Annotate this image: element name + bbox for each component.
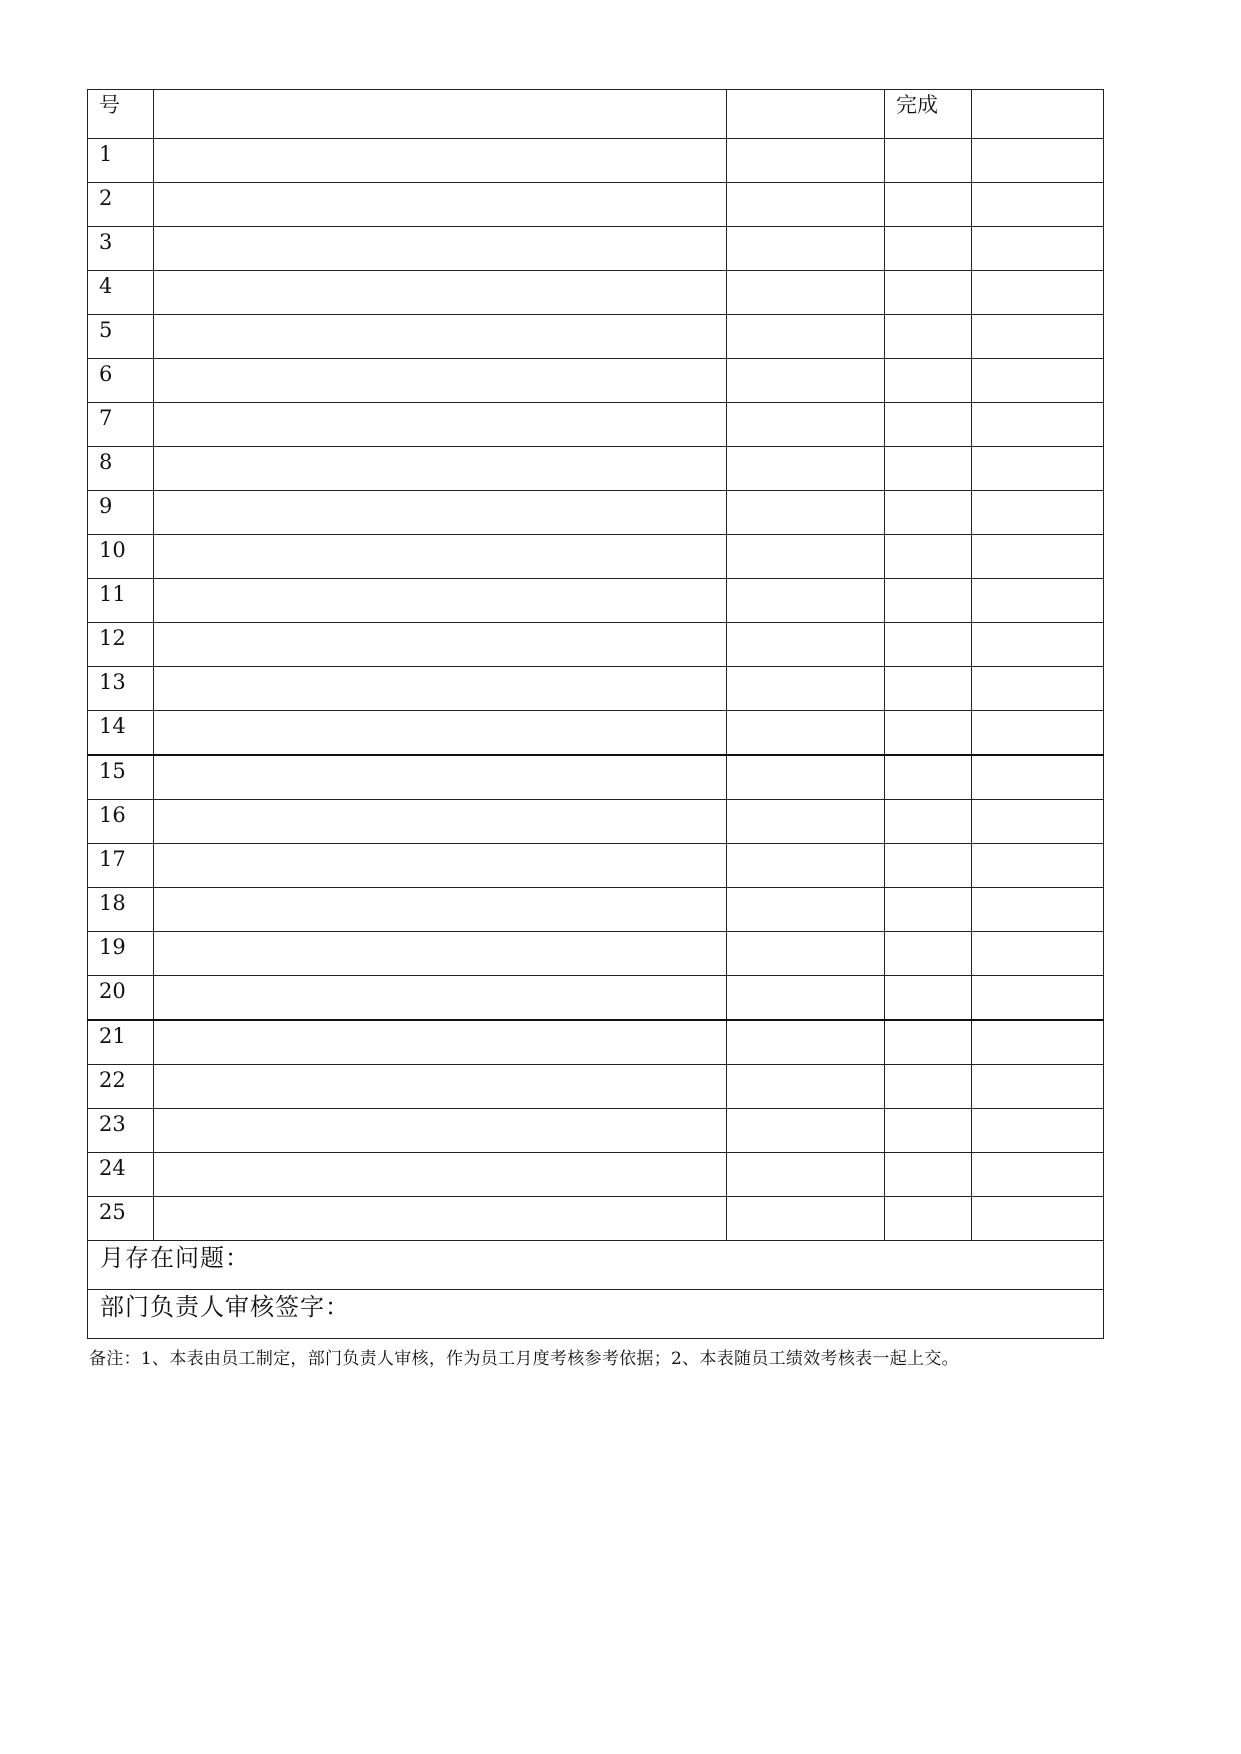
col3-cell[interactable] bbox=[727, 755, 885, 800]
col3-cell[interactable] bbox=[727, 1153, 885, 1197]
table-row bbox=[88, 1020, 1104, 1065]
completion-cell[interactable] bbox=[885, 315, 972, 359]
col3-cell[interactable] bbox=[727, 183, 885, 227]
col3-cell[interactable] bbox=[727, 227, 885, 271]
col3-cell[interactable] bbox=[727, 1197, 885, 1241]
completion-cell[interactable] bbox=[885, 800, 972, 844]
item-cell[interactable] bbox=[154, 667, 727, 711]
table-row bbox=[88, 932, 1104, 976]
row-number: 17 bbox=[99, 847, 126, 871]
row-number-cell bbox=[88, 932, 154, 976]
table-row bbox=[88, 1109, 1104, 1153]
item-cell[interactable] bbox=[154, 1109, 727, 1153]
header-cell-number bbox=[88, 90, 154, 139]
row-number: 19 bbox=[99, 935, 126, 959]
completion-cell[interactable] bbox=[885, 1197, 972, 1241]
table-header-row bbox=[88, 90, 1104, 139]
col5-cell[interactable] bbox=[972, 535, 1104, 579]
item-cell[interactable] bbox=[154, 183, 727, 227]
row-number: 9 bbox=[99, 494, 113, 518]
item-cell[interactable] bbox=[154, 888, 727, 932]
item-cell[interactable] bbox=[154, 711, 727, 756]
table-row bbox=[88, 403, 1104, 447]
item-cell[interactable] bbox=[154, 359, 727, 403]
row-number-cell bbox=[88, 1065, 154, 1109]
item-cell[interactable] bbox=[154, 976, 727, 1021]
header-completion-label: 完成 bbox=[896, 93, 938, 117]
col5-cell[interactable] bbox=[972, 932, 1104, 976]
row-number-cell bbox=[88, 535, 154, 579]
table-row bbox=[88, 1197, 1104, 1241]
col5-cell[interactable] bbox=[972, 1065, 1104, 1109]
signature-label: 部门负责人审核签字： bbox=[100, 1293, 350, 1321]
col3-cell[interactable] bbox=[727, 800, 885, 844]
item-cell[interactable] bbox=[154, 1020, 727, 1065]
col5-cell[interactable] bbox=[972, 844, 1104, 888]
table-row bbox=[88, 447, 1104, 491]
row-number: 6 bbox=[99, 362, 113, 386]
table-row bbox=[88, 315, 1104, 359]
row-number-cell bbox=[88, 315, 154, 359]
row-number: 1 bbox=[99, 142, 113, 166]
col3-cell[interactable] bbox=[727, 976, 885, 1021]
completion-cell[interactable] bbox=[885, 183, 972, 227]
col5-cell[interactable] bbox=[972, 183, 1104, 227]
col5-cell[interactable] bbox=[972, 1197, 1104, 1241]
completion-cell[interactable] bbox=[885, 403, 972, 447]
row-number: 12 bbox=[99, 626, 126, 650]
work-plan-table bbox=[87, 89, 1104, 1339]
row-number: 21 bbox=[99, 1024, 126, 1048]
row-number: 25 bbox=[99, 1200, 126, 1224]
col3-cell[interactable] bbox=[727, 447, 885, 491]
completion-cell[interactable] bbox=[885, 447, 972, 491]
table-row bbox=[88, 535, 1104, 579]
col3-cell[interactable] bbox=[727, 844, 885, 888]
col5-cell[interactable] bbox=[972, 139, 1104, 183]
table-row bbox=[88, 667, 1104, 711]
col5-cell[interactable] bbox=[972, 667, 1104, 711]
table-row bbox=[88, 888, 1104, 932]
col3-cell[interactable] bbox=[727, 271, 885, 315]
row-number-cell bbox=[88, 139, 154, 183]
item-cell[interactable] bbox=[154, 579, 727, 623]
col3-cell[interactable] bbox=[727, 1020, 885, 1065]
footnote: 备注：1、本表由员工制定，部门负责人审核，作为员工月度考核参考依据；2、本表随员工绩效考核表一起上交。 bbox=[89, 1349, 959, 1369]
header-number-label: 号 bbox=[99, 93, 120, 117]
row-number: 11 bbox=[99, 582, 126, 606]
table-row bbox=[88, 755, 1104, 800]
completion-cell[interactable] bbox=[885, 844, 972, 888]
row-number: 24 bbox=[99, 1156, 126, 1180]
item-cell[interactable] bbox=[154, 844, 727, 888]
col5-cell[interactable] bbox=[972, 1153, 1104, 1197]
row-number: 15 bbox=[99, 759, 126, 783]
row-number-cell bbox=[88, 359, 154, 403]
row-number: 10 bbox=[99, 538, 126, 562]
table-row bbox=[88, 1153, 1104, 1197]
header-col5-label bbox=[972, 90, 1103, 95]
col3-cell[interactable] bbox=[727, 491, 885, 535]
row-number-cell bbox=[88, 1020, 154, 1065]
row-number: 13 bbox=[99, 670, 126, 694]
item-cell[interactable] bbox=[154, 315, 727, 359]
row-number: 2 bbox=[99, 186, 113, 210]
completion-cell[interactable] bbox=[885, 932, 972, 976]
signature-row bbox=[88, 1290, 1104, 1339]
completion-cell[interactable] bbox=[885, 667, 972, 711]
col5-cell[interactable] bbox=[972, 623, 1104, 667]
row-number-cell bbox=[88, 271, 154, 315]
col5-cell[interactable] bbox=[972, 447, 1104, 491]
col5-cell[interactable] bbox=[972, 403, 1104, 447]
completion-cell[interactable] bbox=[885, 139, 972, 183]
completion-cell[interactable] bbox=[885, 1153, 972, 1197]
item-cell[interactable] bbox=[154, 1153, 727, 1197]
col5-cell[interactable] bbox=[972, 1109, 1104, 1153]
row-number: 23 bbox=[99, 1112, 126, 1136]
row-number: 14 bbox=[99, 714, 126, 738]
col5-cell[interactable] bbox=[972, 711, 1104, 756]
item-cell[interactable] bbox=[154, 403, 727, 447]
col5-cell[interactable] bbox=[972, 976, 1104, 1021]
row-number-cell bbox=[88, 844, 154, 888]
col3-cell[interactable] bbox=[727, 623, 885, 667]
col5-cell[interactable] bbox=[972, 888, 1104, 932]
header-cell-col5 bbox=[972, 90, 1104, 139]
row-number-cell bbox=[88, 447, 154, 491]
row-number-cell bbox=[88, 579, 154, 623]
col5-cell[interactable] bbox=[972, 315, 1104, 359]
completion-cell[interactable] bbox=[885, 711, 972, 756]
row-number: 3 bbox=[99, 230, 113, 254]
item-cell[interactable] bbox=[154, 447, 727, 491]
col5-cell[interactable] bbox=[972, 579, 1104, 623]
item-cell[interactable] bbox=[154, 491, 727, 535]
col5-cell[interactable] bbox=[972, 755, 1104, 800]
table-row bbox=[88, 844, 1104, 888]
col3-cell[interactable] bbox=[727, 359, 885, 403]
completion-cell[interactable] bbox=[885, 755, 972, 800]
table-row bbox=[88, 1065, 1104, 1109]
completion-cell[interactable] bbox=[885, 359, 972, 403]
item-cell[interactable] bbox=[154, 1197, 727, 1241]
col3-cell[interactable] bbox=[727, 139, 885, 183]
item-cell[interactable] bbox=[154, 755, 727, 800]
header-cell-completion bbox=[885, 90, 972, 139]
row-number: 22 bbox=[99, 1068, 126, 1092]
col5-cell[interactable] bbox=[972, 227, 1104, 271]
item-cell[interactable] bbox=[154, 1065, 727, 1109]
col3-cell[interactable] bbox=[727, 932, 885, 976]
row-number-cell bbox=[88, 1197, 154, 1241]
header-col3-label bbox=[727, 90, 884, 95]
col3-cell[interactable] bbox=[727, 1065, 885, 1109]
row-number-cell bbox=[88, 667, 154, 711]
row-number-cell bbox=[88, 711, 154, 756]
issues-cell[interactable] bbox=[88, 1241, 1104, 1290]
completion-cell[interactable] bbox=[885, 491, 972, 535]
table-row bbox=[88, 359, 1104, 403]
signature-cell[interactable] bbox=[88, 1290, 1104, 1339]
row-number: 8 bbox=[99, 450, 113, 474]
row-number-cell bbox=[88, 976, 154, 1021]
col3-cell[interactable] bbox=[727, 535, 885, 579]
item-cell[interactable] bbox=[154, 139, 727, 183]
row-number: 20 bbox=[99, 979, 126, 1003]
completion-cell[interactable] bbox=[885, 976, 972, 1021]
row-number: 4 bbox=[99, 274, 113, 298]
issues-row bbox=[88, 1241, 1104, 1290]
completion-cell[interactable] bbox=[885, 227, 972, 271]
completion-cell[interactable] bbox=[885, 535, 972, 579]
table-row bbox=[88, 623, 1104, 667]
table-row bbox=[88, 491, 1104, 535]
table-row bbox=[88, 227, 1104, 271]
row-number-cell bbox=[88, 800, 154, 844]
issues-label: 月存在问题： bbox=[100, 1244, 250, 1272]
row-number-cell bbox=[88, 755, 154, 800]
col3-cell[interactable] bbox=[727, 711, 885, 756]
col5-cell[interactable] bbox=[972, 359, 1104, 403]
row-number: 18 bbox=[99, 891, 126, 915]
row-number-cell bbox=[88, 491, 154, 535]
row-number: 5 bbox=[99, 318, 113, 342]
completion-cell[interactable] bbox=[885, 1065, 972, 1109]
completion-cell[interactable] bbox=[885, 1109, 972, 1153]
completion-cell[interactable] bbox=[885, 623, 972, 667]
row-number: 16 bbox=[99, 803, 126, 827]
table-row bbox=[88, 183, 1104, 227]
header-cell-item bbox=[154, 90, 727, 139]
row-number-cell bbox=[88, 1153, 154, 1197]
table-row bbox=[88, 711, 1104, 756]
item-cell[interactable] bbox=[154, 623, 727, 667]
item-cell[interactable] bbox=[154, 932, 727, 976]
col5-cell[interactable] bbox=[972, 271, 1104, 315]
table-row bbox=[88, 139, 1104, 183]
completion-cell[interactable] bbox=[885, 888, 972, 932]
col5-cell[interactable] bbox=[972, 1020, 1104, 1065]
row-number-cell bbox=[88, 888, 154, 932]
row-number-cell bbox=[88, 1109, 154, 1153]
completion-cell[interactable] bbox=[885, 271, 972, 315]
item-cell[interactable] bbox=[154, 271, 727, 315]
header-cell-col3 bbox=[727, 90, 885, 139]
completion-cell[interactable] bbox=[885, 579, 972, 623]
item-cell[interactable] bbox=[154, 227, 727, 271]
col3-cell[interactable] bbox=[727, 667, 885, 711]
table-row bbox=[88, 271, 1104, 315]
col5-cell[interactable] bbox=[972, 491, 1104, 535]
row-number-cell bbox=[88, 227, 154, 271]
col3-cell[interactable] bbox=[727, 403, 885, 447]
col3-cell[interactable] bbox=[727, 1109, 885, 1153]
header-item-label bbox=[154, 90, 726, 95]
table-row bbox=[88, 579, 1104, 623]
row-number: 7 bbox=[99, 406, 113, 430]
item-cell[interactable] bbox=[154, 800, 727, 844]
item-cell[interactable] bbox=[154, 535, 727, 579]
col3-cell[interactable] bbox=[727, 579, 885, 623]
table-row bbox=[88, 976, 1104, 1021]
col3-cell[interactable] bbox=[727, 888, 885, 932]
row-number-cell bbox=[88, 623, 154, 667]
col3-cell[interactable] bbox=[727, 315, 885, 359]
row-number-cell bbox=[88, 403, 154, 447]
row-number-cell bbox=[88, 183, 154, 227]
col5-cell[interactable] bbox=[972, 800, 1104, 844]
table-row bbox=[88, 800, 1104, 844]
completion-cell[interactable] bbox=[885, 1020, 972, 1065]
